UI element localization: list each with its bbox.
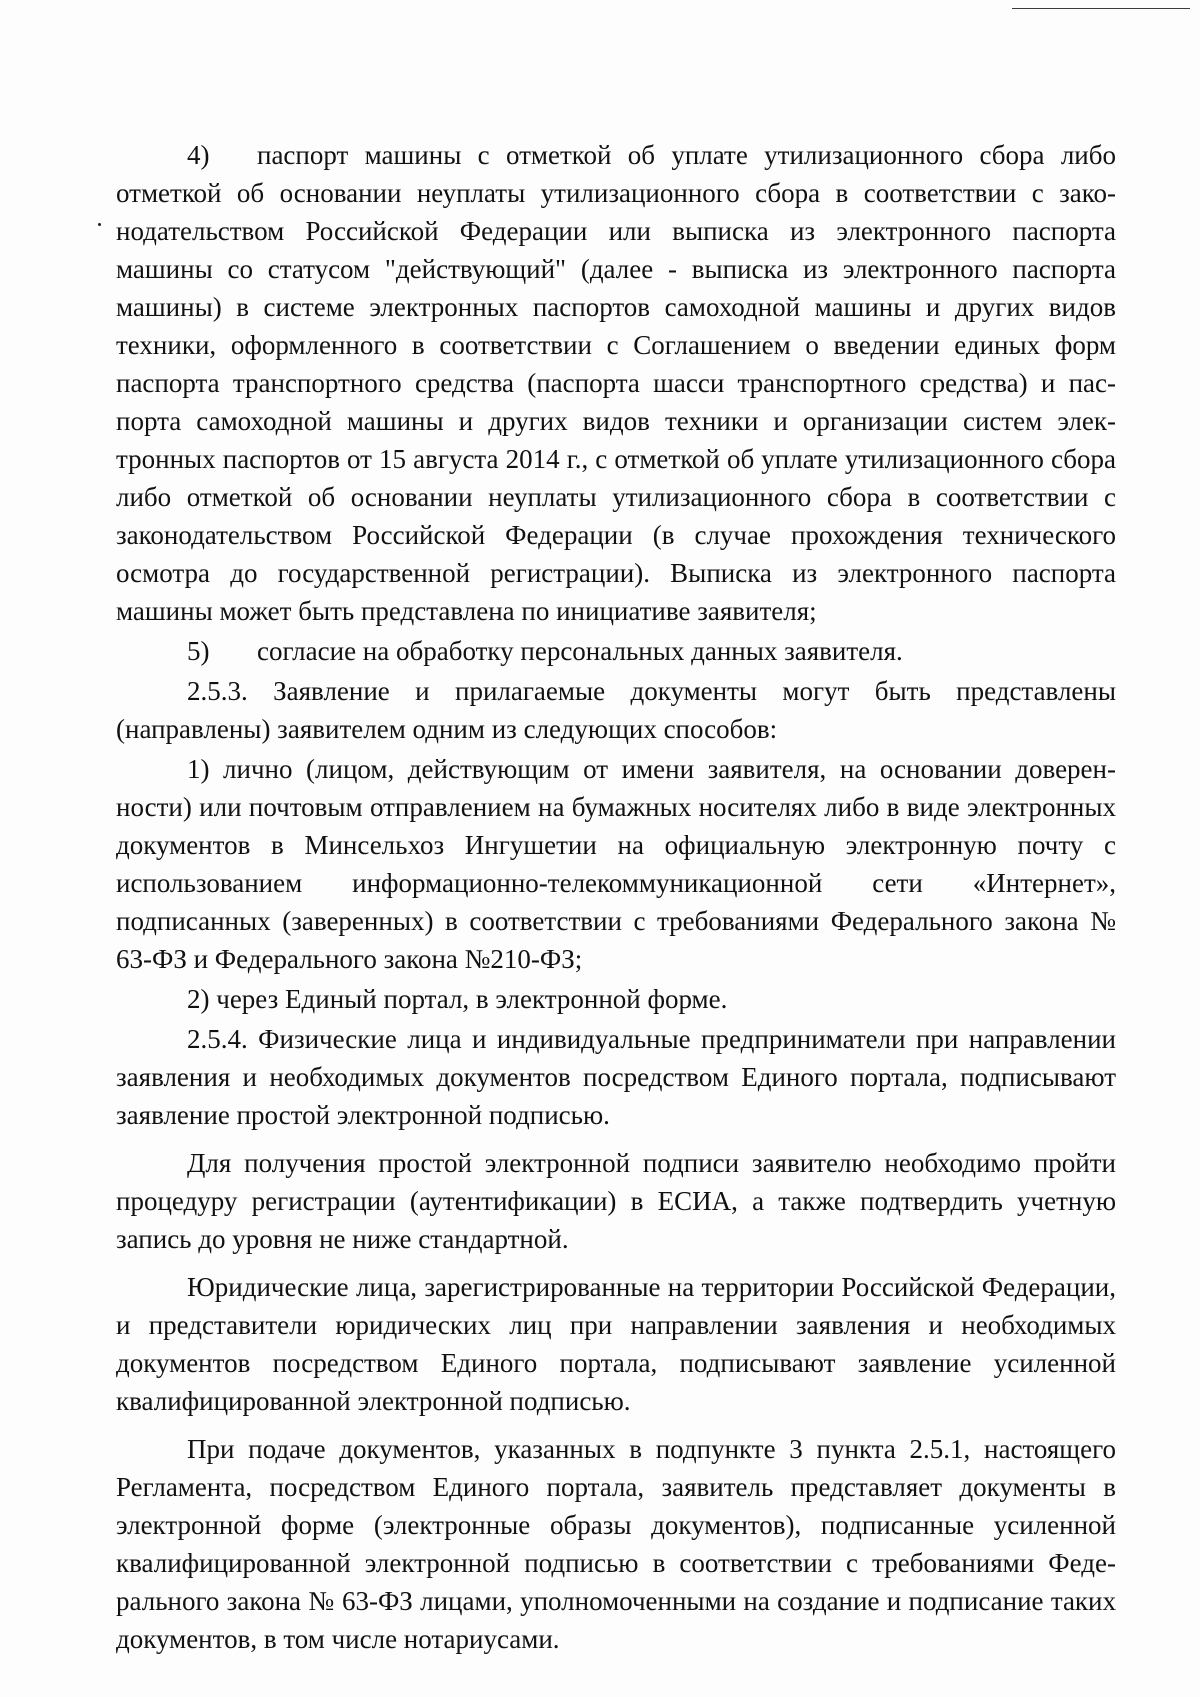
paragraph-simple-signature: Для получения простой электронной подписи заявителю необходимо пройти процедуру регистрации (аутентификации) в ЕСИА, а также подтвердить учетную запись до уровня не ниже стандартной. <box>116 1148 1116 1254</box>
scan-speck <box>98 223 101 226</box>
list-item-text: паспорт машины с отметкой об уплате утилизационного сбора либо отметкой об основании неуплаты утилизационного сбора в соответствии с законодательством Российской Федерации или выписка из электронного паспорта машины со статусом "действующий" (далее - выписка из электронного паспорта машины) в системе электронных паспортов самоходной машины и других видов техники, оформленного в соответствии с Соглашением о введении единых форм паспорта транспортного средства (паспорта шасси транспортного средства) и паспорта самоходной машины и других видов техники и организации систем электронных паспортов от 15 августа 2014 г., с отметкой об уплате утилизационного сбора либо отметкой об основании неуплаты утилизационного сбора в соответствии с законодательством Российской Федерации (в случае прохождения технического осмотра до государственной регистрации). Выписка из электронного паспорта машины может быть представлена по инициативе заявителя; <box>116 140 1116 626</box>
list-item-4 <box>116 136 1116 630</box>
paragraph-2-5-4: 2.5.4. Физические лица и индивидуальные предприниматели при направлении заявления и необходимых документов посредством Единого портала, подписывают заявление простой электронной подписью. <box>116 1024 1116 1130</box>
paragraph-method-2: 2) через Единый портал, в электронной форме. <box>187 984 728 1014</box>
top-rule <box>1012 8 1190 9</box>
paragraph-document-submission: При подаче документов, указанных в подпункте 3 пункта 2.5.1, настоящего Регламента, посредством Единого портала, заявитель представляет документы в электронной форме (электронные образы документов), подписанные усиленной квалифицированной электронной подписью в соответствии с требованиями Федерального закона № 63-ФЗ лицами, уполномоченными на создание и подписание таких документов, в том числе нотариусами. <box>116 1434 1116 1654</box>
list-number: 4) <box>187 140 210 170</box>
paragraph-legal-entities: Юридические лица, зарегистрированные на территории Российской Федерации, и представители юридических лиц при направлении заявления и необходимых документов посредством Единого портала, подписывают заявление усиленной квалифицированной электронной подписью. <box>116 1272 1116 1416</box>
document-body <box>116 136 1116 1658</box>
paragraph-method-1: 1) лично (лицом, действующим от имени заявителя, на основании доверенности) или почтовым отправлением на бумажных носителях либо в виде электронных документов в Минсельхоз Ингушетии на официальную электронную почту с использованием информационно-телекоммуникационной сети «Интернет», подписанных (заверенных) в соответствии с требованиями Федерального закона № 63-ФЗ и Федерального закона №210-ФЗ; <box>116 754 1116 974</box>
list-item-text: согласие на обработку персональных данных заявителя. <box>257 636 903 666</box>
list-item-5 <box>116 632 1116 670</box>
paragraph-2-5-3: 2.5.3. Заявление и прилагаемые документы могут быть представлены (направлены) заявителем одним из следующих способов: <box>116 676 1116 744</box>
list-number: 5) <box>187 636 210 666</box>
